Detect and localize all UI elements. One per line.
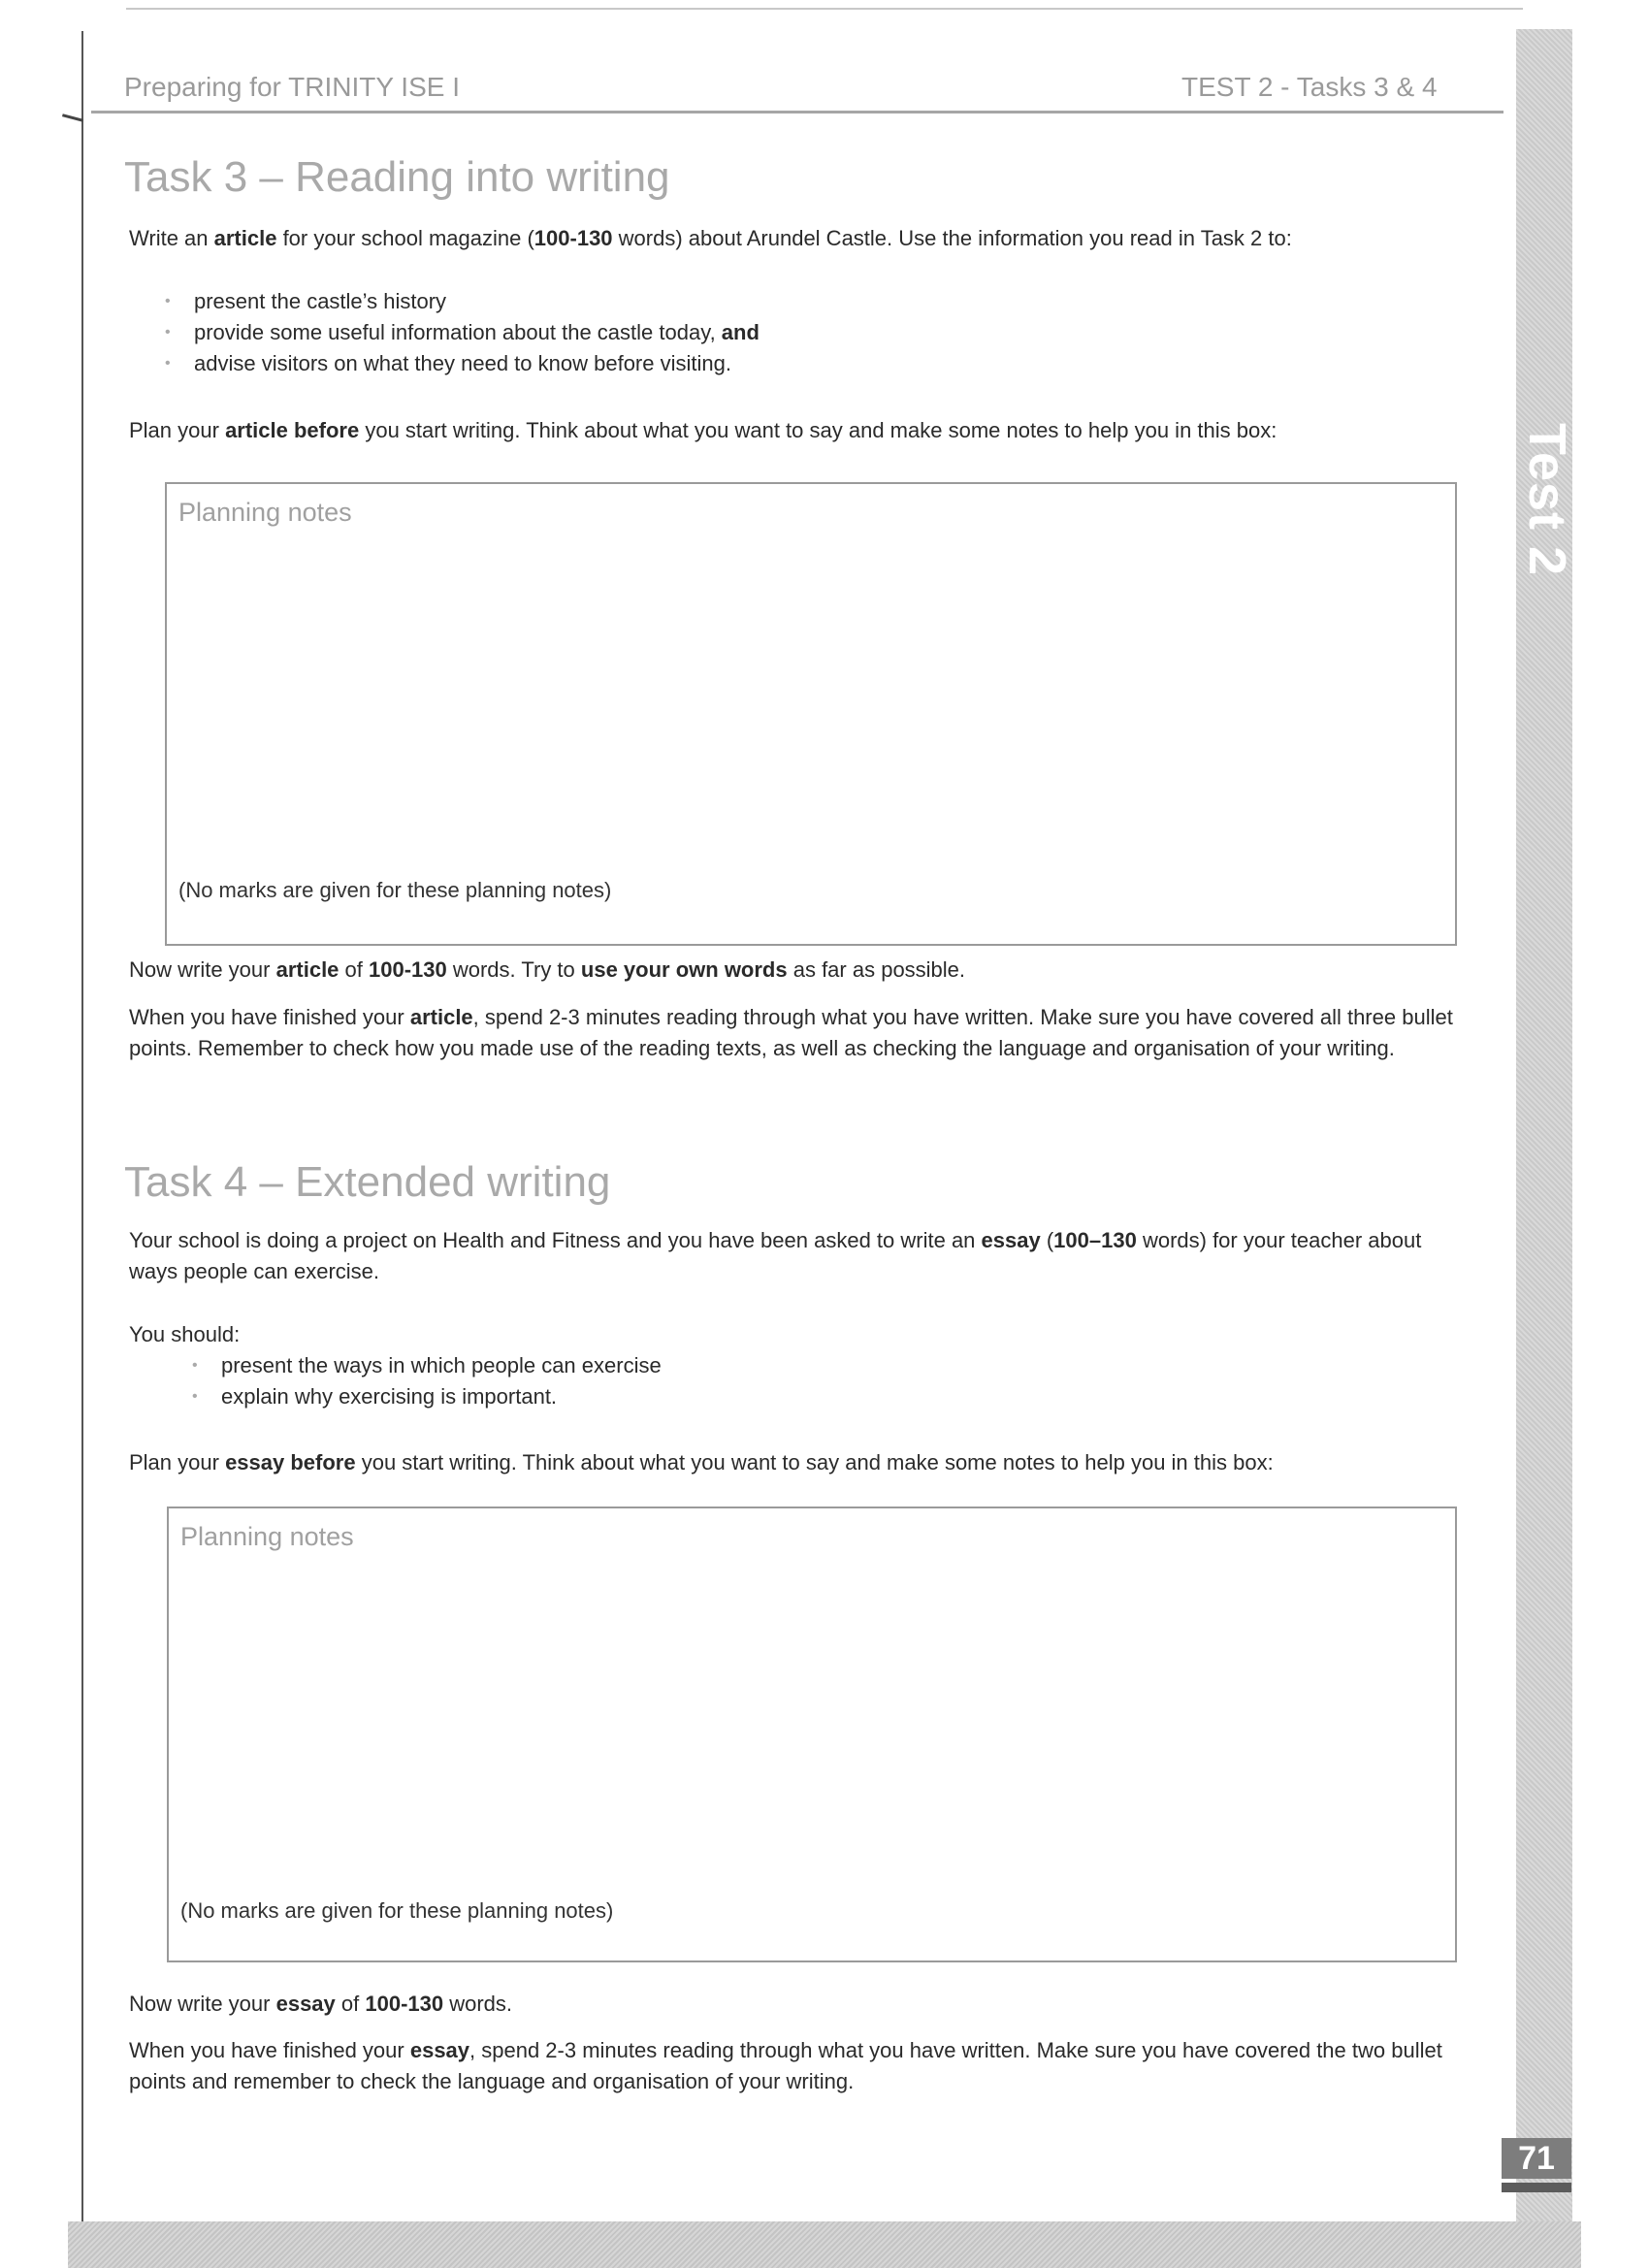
scan-top-edge	[126, 8, 1523, 10]
page-number-bar	[1502, 2183, 1571, 2192]
task3-planning-notes-box[interactable]	[165, 482, 1457, 946]
header-rule	[91, 111, 1504, 113]
task4-bullet-list	[192, 1350, 662, 1412]
task3-write-instruction: Now write your article of 100-130 words. Try to use your own words as far as possible.	[129, 957, 966, 982]
task4-plan-instruction: Plan your essay before you start writing. Think about what you want to say and make some notes to help you in this box:	[129, 1450, 1274, 1474]
page-number: 71	[1502, 2138, 1571, 2179]
task3-intro: Write an article for your school magazine (100-130 words) about Arundel Castle. Use the information you read in Task 2 to:	[129, 226, 1292, 250]
planning-notes-disclaimer: (No marks are given for these planning notes)	[180, 1898, 614, 1923]
header-section: TEST 2 - Tasks 3 & 4	[1181, 72, 1438, 102]
task4-write-instruction: Now write your essay of 100-130 words.	[129, 1992, 513, 2016]
list-item: • explain why exercising is important.	[192, 1381, 662, 1412]
margin-mark	[62, 113, 83, 122]
task4-title: Task 4 – Extended writing	[124, 1158, 611, 1206]
task4-intro: Your school is doing a project on Health and Fitness and you have been asked to write an essay (100–130 words) for your teacher about ways people can exercise.	[129, 1228, 1422, 1283]
scan-bottom-edge	[68, 2221, 1581, 2268]
task3-bullet-list	[165, 286, 760, 379]
planning-notes-title: Planning notes	[180, 1522, 354, 1551]
task4-should-label: You should:	[129, 1322, 241, 1346]
task3-plan-instruction: Plan your article before you start writing. Think about what you want to say and make some notes to help you in this box:	[129, 418, 1277, 442]
side-tab	[1499, 417, 1596, 582]
planning-notes-disclaimer: (No marks are given for these planning notes)	[178, 878, 612, 902]
task4-review-instruction: When you have finished your essay, spend 2-3 minutes reading through what you have written. Make sure you have covered the two bullet points and remember to check the language and organisation of your writing.	[129, 2038, 1442, 2093]
planning-notes-title: Planning notes	[178, 498, 352, 527]
side-tab-label: Test 2	[1518, 422, 1576, 577]
list-item: • provide some useful information about the castle today, and	[165, 317, 760, 348]
list-item: • present the ways in which people can exercise	[192, 1350, 662, 1381]
list-item: • present the castle’s history	[165, 286, 760, 317]
task4-planning-notes-box[interactable]	[167, 1507, 1457, 1962]
binding-margin-line	[81, 31, 83, 2223]
task3-title: Task 3 – Reading into writing	[124, 153, 670, 201]
task3-review-instruction: When you have finished your article, spend 2-3 minutes reading through what you have written. Make sure you have covered all three bullet points. Remember to check how you made use of the reading texts, as well as checking the language and organisation of your writing.	[129, 1005, 1453, 1060]
side-tab-band	[1516, 29, 1572, 2231]
list-item: • advise visitors on what they need to know before visiting.	[165, 348, 760, 379]
header-book-title: Preparing for TRINITY ISE I	[124, 72, 460, 102]
